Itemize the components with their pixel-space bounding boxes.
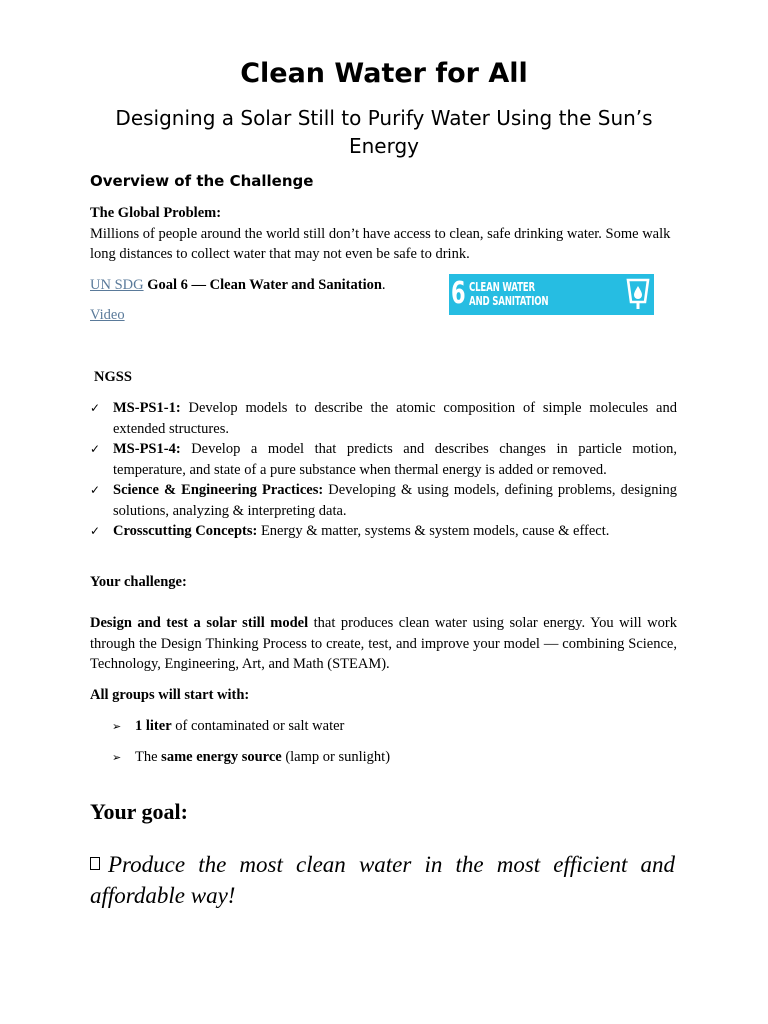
start-item-bold: same energy source [161, 749, 282, 765]
ngss-item-text: Energy & matter, systems & system models, cause & effect. [257, 523, 610, 539]
page-title: Clean Water for All [240, 58, 528, 89]
check-icon: ✓ [90, 401, 101, 415]
global-problem-section [90, 203, 677, 265]
video-link[interactable]: Video [90, 307, 125, 323]
ngss-item [90, 480, 677, 521]
sdg-badge-label [469, 280, 548, 308]
sdg-period: . [381, 277, 386, 293]
start-item [90, 716, 677, 737]
global-problem-label: The Global Problem: [90, 205, 222, 221]
challenge-bold-text: Design and test a solar still model [90, 615, 309, 631]
check-icon: ✓ [90, 483, 101, 497]
ngss-item-label: Science & Engineering Practices: [113, 482, 324, 498]
sdg-badge-line1: CLEAN WATER [469, 280, 535, 294]
checkbox-glyph-icon [90, 857, 100, 870]
start-item-text: of contaminated or salt water [171, 718, 345, 734]
ngss-item [90, 398, 677, 439]
ngss-item-text: Develop a model that predicts and describes changes in particle motion, temperature, and state of a pure substance when thermal energy is added or removed. [113, 441, 677, 478]
goal-statement [90, 849, 675, 911]
ngss-item [90, 439, 677, 480]
ngss-item [90, 521, 677, 542]
ngss-heading [94, 367, 681, 388]
goal-heading: Your goal: [90, 799, 188, 824]
ngss-heading-text: NGSS [94, 369, 132, 385]
ngss-item-label: MS-PS1-1: [113, 400, 181, 416]
sdg-line [90, 275, 430, 296]
start-heading-text: All groups will start with: [90, 687, 250, 703]
check-icon: ✓ [90, 524, 101, 538]
ngss-list [90, 398, 677, 542]
start-item-bold: 1 liter [135, 718, 172, 734]
video-line [90, 305, 677, 326]
un-sdg-link[interactable]: UN SDG [90, 277, 144, 293]
overview-heading: Overview of the Challenge [90, 172, 314, 190]
arrowhead-bullet-icon: ➢ [112, 752, 122, 764]
page-subtitle: Designing a Solar Still to Purify Water Using the Sun’s Energy [115, 106, 653, 158]
start-item-pre: The [135, 749, 162, 765]
challenge-heading [90, 572, 677, 593]
challenge-paragraph [90, 613, 677, 675]
start-heading [90, 685, 677, 706]
sdg-badge-number: 6 [451, 276, 466, 311]
sdg-goal-text: Goal 6 — Clean Water and Sanitation [147, 277, 382, 293]
challenge-heading-text: Your challenge: [90, 574, 187, 590]
goal-text: Produce the most clean water in the most efficient and affordable way! [90, 852, 675, 908]
ngss-item-label: MS-PS1-4: [113, 441, 181, 457]
start-item-text: (lamp or sunlight) [281, 749, 391, 765]
sdg-badge-line2: AND SANITATION [469, 294, 549, 308]
start-item [90, 747, 677, 768]
arrowhead-bullet-icon: ➢ [112, 721, 122, 733]
challenge-text: that produces clean water using solar energy. You will work through the Design Thinking Process to create, test, and improve your model — combining Science, Technology, Engineering, Art, and Math (STEAM). [90, 615, 677, 672]
global-problem-text: Millions of people around the world still don’t have access to clean, safe drinking water. Some walk long distances to collect water that may not even be safe to drink. [90, 225, 671, 262]
start-list [90, 716, 677, 778]
ngss-item-label: Crosscutting Concepts: [113, 523, 258, 539]
ngss-item-text: Develop models to describe the atomic composition of simple molecules and extended structures. [113, 400, 677, 437]
ngss-item-text: Developing & using models, defining problems, designing solutions, analyzing & interpreting data. [113, 482, 677, 519]
check-icon: ✓ [90, 442, 101, 456]
